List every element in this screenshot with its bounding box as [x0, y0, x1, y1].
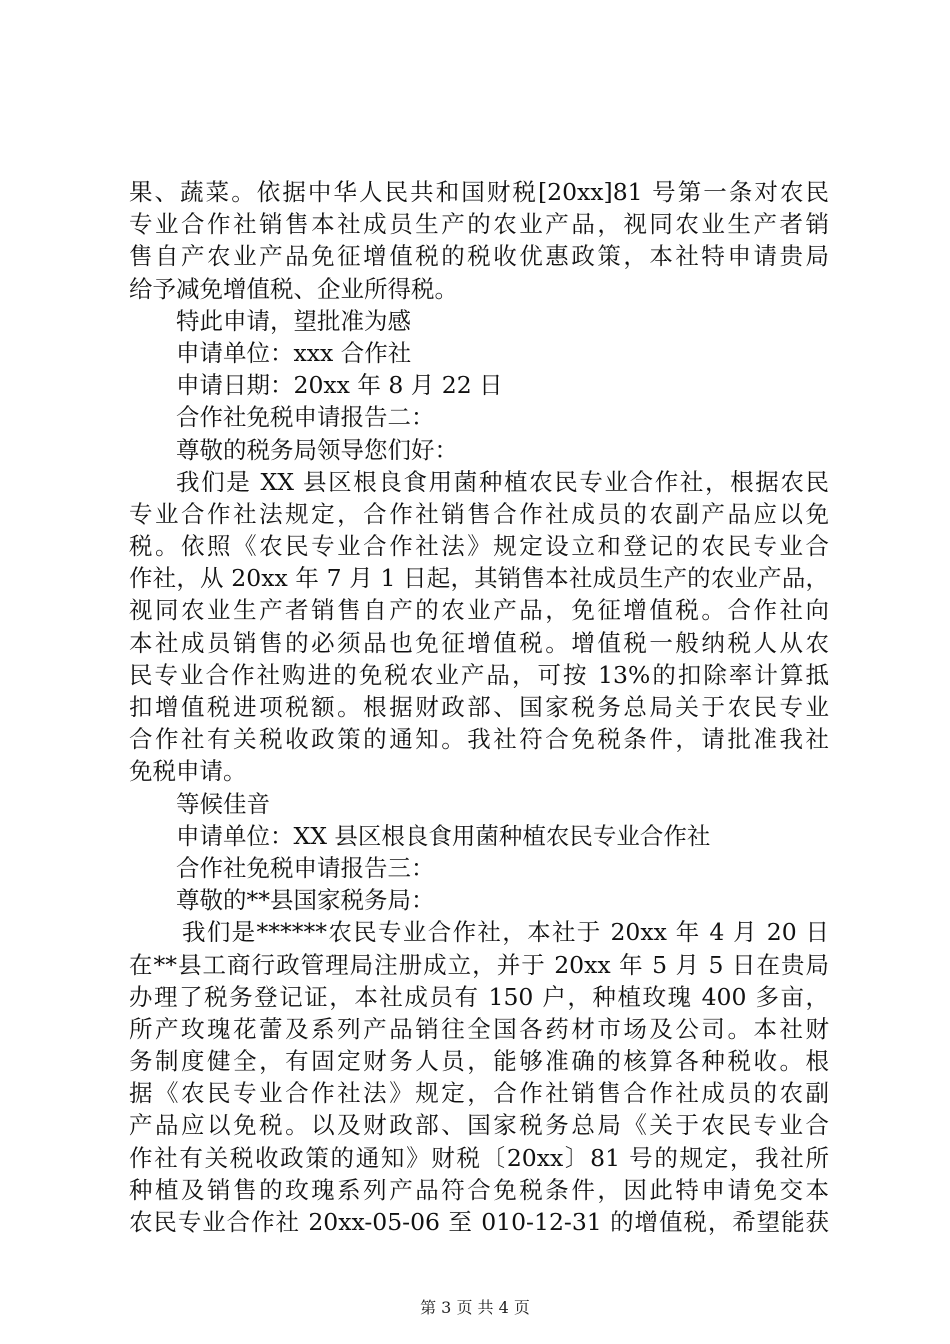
text-line: 所产玫瑰花蕾及系列产品销往全国各药材市场及公司。本社财 [129, 1014, 829, 1043]
text-line: 农民专业合作社 20xx-05-06 至 010-12-31 的增值税，希望能获 [129, 1208, 829, 1236]
text-line: 免税申请。 [129, 757, 247, 786]
section-heading: 合作社免税申请报告三： [176, 853, 435, 882]
text-line: 作社有关税收政策的通知》财税〔20xx〕81 号的规定，我社所 [129, 1143, 829, 1172]
text-line: 据《农民专业合作社法》规定，合作社销售合作社成员的农副 [129, 1079, 829, 1108]
salutation: 尊敬的**县国家税务局： [176, 886, 435, 915]
document-body [129, 176, 829, 1238]
text-line: 申请单位：XX 县区根良食用菌种植农民专业合作社 [176, 821, 711, 850]
text-line: 我们是******农民专业合作社，本社于 20xx 年 4 月 20 日 [182, 918, 829, 947]
text-line: 在**县工商行政管理局注册成立，并于 20xx 年 5 月 5 日在贵局 [129, 950, 829, 979]
text-line: 申请日期：20xx 年 8 月 22 日 [176, 371, 503, 400]
text-line: 扣增值税进项税额。根据财政部、国家税务总局关于农民专业 [129, 693, 829, 721]
text-line: 作社，从 20xx 年 7 月 1 日起，其销售本社成员生产的农业产品， [129, 564, 829, 593]
text-line: 等候佳音 [176, 789, 270, 818]
text-line: 专业合作社法规定，合作社销售合作社成员的农副产品应以免 [129, 499, 829, 528]
text-line: 合作社有关税收政策的通知。我社符合免税条件，请批准我社 [129, 725, 829, 754]
page-number: 第 3 页 共 4 页 [420, 1298, 530, 1317]
text-line: 税。依照《农民专业合作社法》规定设立和登记的农民专业合 [129, 532, 829, 561]
page-footer [0, 1298, 950, 1318]
text-line: 申请单位：xxx 合作社 [176, 338, 412, 367]
text-line: 本社成员销售的必须品也免征增值税。增值税一般纳税人从农 [129, 628, 829, 657]
text-line: 给予减免增值税、企业所得税。 [129, 274, 458, 303]
text-line: 专业合作社销售本社成员生产的农业产品，视同农业生产者销 [129, 210, 829, 239]
text-line: 视同农业生产者销售自产的农业产品，免征增值税。合作社向 [129, 596, 829, 625]
text-line: 果、蔬菜。依据中华人民共和国财税[20xx]81 号第一条对农民 [129, 178, 829, 206]
text-line: 我们是 XX 县区根良食用菌种植农民专业合作社，根据农民 [176, 467, 829, 496]
text-line: 务制度健全，有固定财务人员，能够准确的核算各种税收。根 [129, 1047, 829, 1076]
text-line: 产品应以免税。以及财政部、国家税务总局《关于农民专业合 [129, 1111, 829, 1140]
text-line: 特此申请，望批准为感 [176, 306, 411, 335]
text-line: 办理了税务登记证，本社成员有 150 户，种植玫瑰 400 多亩， [129, 982, 829, 1011]
text-line: 售自产农业产品免征增值税的税收优惠政策，本社特申请贵局 [129, 242, 829, 271]
text-line: 民专业合作社购进的免税农业产品，可按 13%的扣除率计算抵 [129, 660, 829, 689]
text-line: 种植及销售的玫瑰系列产品符合免税条件，因此特申请免交本 [129, 1175, 829, 1204]
salutation: 尊敬的税务局领导您们好： [176, 435, 458, 464]
section-heading: 合作社免税申请报告二： [176, 403, 435, 432]
